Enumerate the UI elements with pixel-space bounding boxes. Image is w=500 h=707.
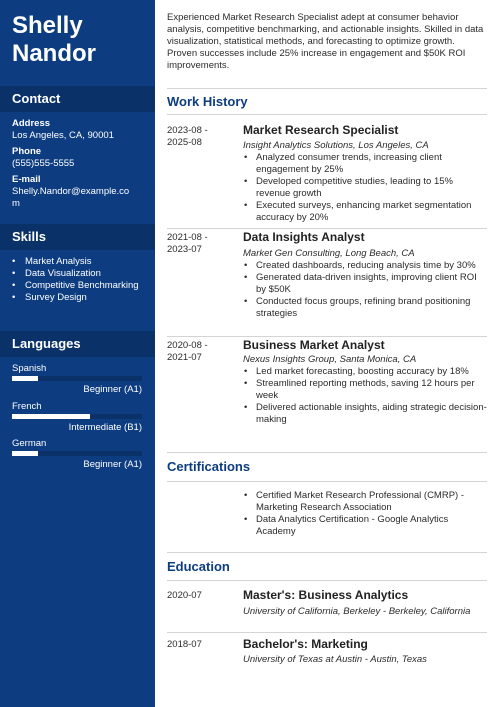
language-item <box>12 401 142 434</box>
education-date: 2020-07 <box>167 590 202 601</box>
job-bullets <box>243 152 488 224</box>
first-name: Shelly <box>12 12 83 39</box>
language-level: Intermediate (B1) <box>68 422 142 433</box>
skill-item: • Data Visualization <box>12 268 140 280</box>
proficiency-fill <box>12 414 90 419</box>
proficiency-bar <box>12 376 142 381</box>
proficiency-fill <box>12 451 38 456</box>
phone-value: (555)555-5555 <box>12 158 75 169</box>
email-label: E-mail <box>12 174 41 185</box>
language-name: German <box>12 438 47 449</box>
email-line-2: m <box>12 198 20 209</box>
list-item: • Developed competitive studies, leading to 15% revenue growth <box>243 176 488 200</box>
list-item: • Certified Market Research Professional (CMRP) - Marketing Research Association <box>243 490 488 514</box>
language-level: Beginner (A1) <box>83 459 142 470</box>
job-dates: 2021-08 - 2023-07 <box>167 232 208 255</box>
work-history-heading: Work History <box>167 94 248 109</box>
proficiency-bar <box>12 414 142 419</box>
list-item: • Delivered actionable insights, aiding strategic decision-making <box>243 402 488 426</box>
job-dates: 2023-08 - 2025-08 <box>167 125 208 148</box>
language-item <box>12 363 142 396</box>
skills-heading: Skills <box>0 224 155 250</box>
certifications-heading: Certifications <box>167 459 251 474</box>
email-line-1: Shelly.Nandor@example.co <box>12 186 130 197</box>
candidate-name <box>12 12 96 68</box>
entry-divider <box>167 336 487 337</box>
language-name: Spanish <box>12 363 47 374</box>
school-name: University of Texas at Austin - Austin, Texas <box>243 654 427 665</box>
job-bullets <box>243 260 488 320</box>
school-name: University of California, Berkeley - Berkeley, California <box>243 606 471 617</box>
contact-block <box>12 118 129 210</box>
skill-item: • Competitive Benchmarking <box>12 280 140 292</box>
entry-divider <box>167 632 487 633</box>
section-divider <box>167 580 487 581</box>
job-company: Market Gen Consulting, Long Beach, CA <box>243 248 415 259</box>
list-item: • Analyzed consumer trends, increasing client engagement by 25% <box>243 152 488 176</box>
address-value: Los Angeles, CA, 90001 <box>12 130 114 141</box>
section-divider <box>167 452 487 453</box>
job-title: Market Research Specialist <box>243 123 399 137</box>
section-divider <box>167 88 487 89</box>
list-item: • Data Analytics Certification - Google Analytics Academy <box>243 514 488 538</box>
sidebar <box>0 0 155 707</box>
section-divider <box>167 114 487 115</box>
certifications-list <box>243 490 488 538</box>
languages-heading: Languages <box>0 331 155 357</box>
skill-item: • Market Analysis <box>12 256 140 268</box>
list-item: • Executed surveys, enhancing market segmentation accuracy by 20% <box>243 200 488 224</box>
list-item: • Generated data-driven insights, improving client ROI by $50K <box>243 272 488 296</box>
degree-title: Bachelor's: Marketing <box>243 637 368 651</box>
proficiency-bar <box>12 451 142 456</box>
list-item: • Created dashboards, reducing analysis time by 30% <box>243 260 488 272</box>
list-item: • Streamlined reporting methods, saving 12 hours per week <box>243 378 488 402</box>
job-title: Data Insights Analyst <box>243 230 365 244</box>
proficiency-fill <box>12 376 38 381</box>
phone-label: Phone <box>12 146 42 157</box>
skill-item: • Survey Design <box>12 292 140 304</box>
job-company: Insight Analytics Solutions, Los Angeles, CA <box>243 140 429 151</box>
section-divider <box>167 552 487 553</box>
professional-summary: Experienced Market Research Specialist adept at consumer behavior analysis, competitive benchmarking, and actionable insights. Skilled in data visualization, statistical methods, and forecasting to optimize growth. Proven successes include 25% increase in engagement and $50K ROI improvements. <box>167 12 484 71</box>
education-heading: Education <box>167 559 230 574</box>
job-title: Business Market Analyst <box>243 338 385 352</box>
list-item: • Led market forecasting, boosting accuracy by 18% <box>243 366 488 378</box>
entry-divider <box>167 228 487 229</box>
section-divider <box>167 481 487 482</box>
email-value[interactable] <box>12 186 129 210</box>
job-dates: 2020-08 - 2021-07 <box>167 340 208 363</box>
address-label: Address <box>12 118 51 129</box>
skills-list <box>12 256 140 304</box>
list-item: • Conducted focus groups, refining brand positioning strategies <box>243 296 488 320</box>
contact-heading: Contact <box>0 86 155 112</box>
degree-title: Master's: Business Analytics <box>243 588 409 602</box>
last-name: Nandor <box>12 40 96 67</box>
education-date: 2018-07 <box>167 639 202 650</box>
job-company: Nexus Insights Group, Santa Monica, CA <box>243 354 417 365</box>
language-item <box>12 438 142 471</box>
language-name: French <box>12 401 42 412</box>
language-level: Beginner (A1) <box>83 384 142 395</box>
job-bullets <box>243 366 488 426</box>
